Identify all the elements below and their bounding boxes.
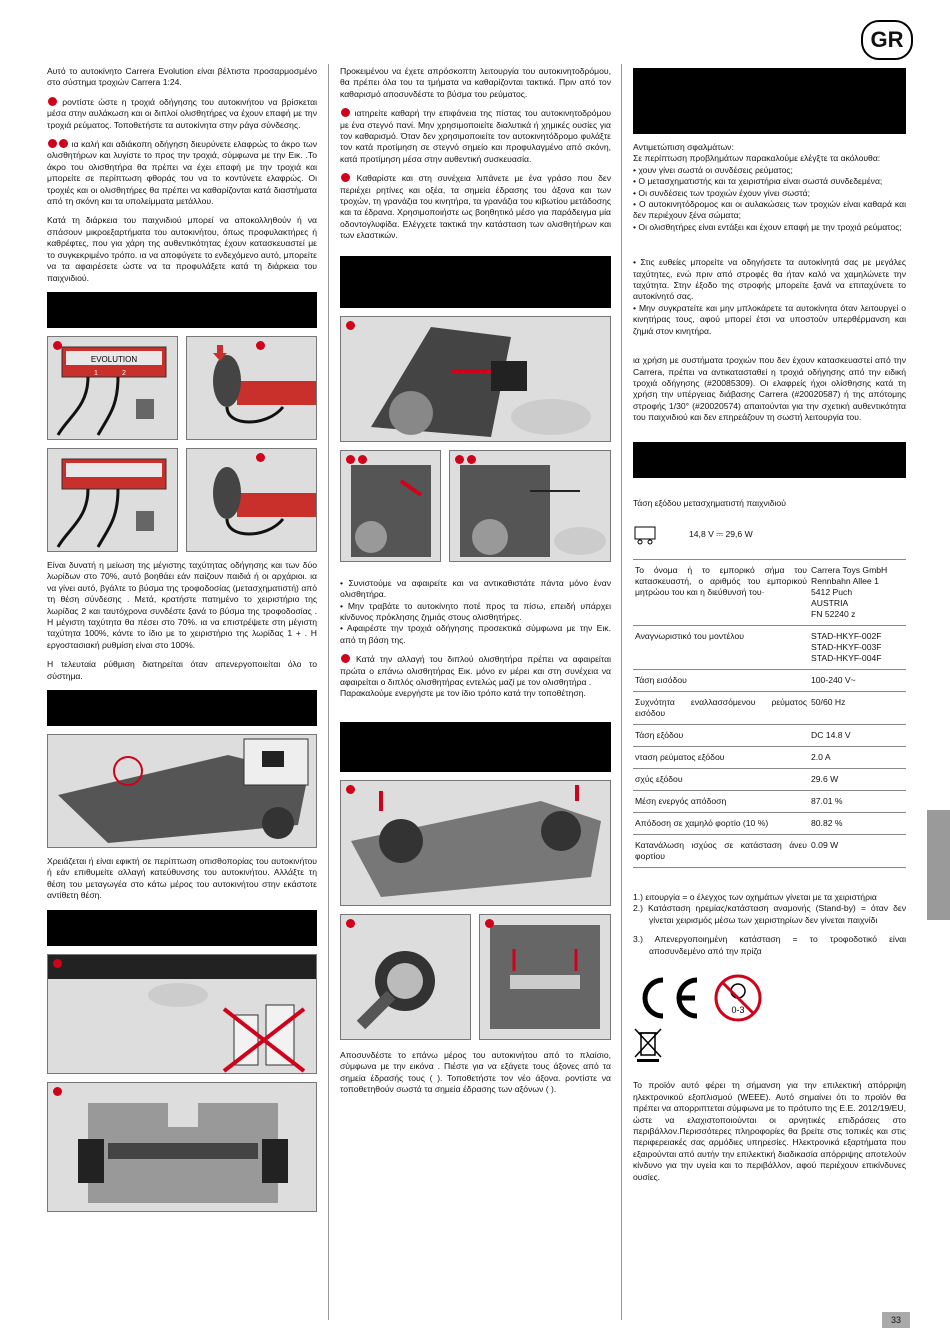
bullet-item: • Μην τραβάτε το αυτοκίνητο ποτέ προς τα πίσω, επειδή υπάρχει κίνδυνος πρόκλησης ζημιάς στους ολισθητήρες. xyxy=(340,600,611,622)
controller-illustration xyxy=(187,449,317,551)
speed-paragraph: Είναι δυνατή η μείωση της μέγιστης ταχύτητας οδήγησης και των δύο λωρίδων στο 70%, αυτό βοηθάει εάν παίζουν παιδιά ή οι αρχάριοι. ια να γίνει αυτό, βγάλτε το βύσμα της τροφοδοσίας (μετασχηματιστή) από τη θέση σύνδεσης . Μετά, κρατήστε πατημένο το χειριστήριο της λωρίδας 2 και ταυτόχρονα συνδέστε ξανά το βύσμα της τροφοδοσίας . Η μέγιστη ταχύτητα θα πέσει στο 70%. ια να επιστρέψετε στη μέγιστη ταχύτητα 100%, κάντε το ίδιο με το χειριστήριο της λωρίδας 1 + . Η εργοστασιακή ρυθμίση είναι στο 100%. xyxy=(47,559,317,650)
marker-icon xyxy=(48,139,57,148)
control-unit-figure xyxy=(47,336,178,440)
mode-note: 3.) Απενεργοποιημένη κατάσταση = το τροφοδοτικό είναι αποσυνδεμένο από την πρίζα xyxy=(633,934,906,956)
marker-icon xyxy=(485,919,494,928)
section-header-bar xyxy=(633,68,906,134)
spec-value: 80.82 % xyxy=(809,812,906,834)
weee-paragraph: Το προϊόν αυτό φέρει τη σήμανση για την επιλεκτική απόρριψη ηλεκτρονικού εξοπλισμού (WEEE). Αυτό σημαίνει ότι το προϊόν θα πρέπει να απορριπτεται σύμφωνα με το πρότυπο της Ε.Ε. 2012/19/EU, ώστε να ελαχιστοποιούνται οι αρνητικές επιδράσεις στο περιβάλλον.Περισσότερες πληροφορίες θα βρείτε στις τοπικές και στις περιφερειακές σας αρμόδιες υπηρεσίες. Ηλεκτρονικά εξαρτήματα που εξαιρούνται από αυτήν την επιλεκτική διαδικασία απόρριψης αποτελούν κίνδυνο για την υγεία και το περιβάλλον, αφού περιέχουν επικίνδυνες ουσίες. xyxy=(633,1080,906,1182)
spec-row xyxy=(633,559,906,625)
checklist-item: • Οι ολισθητήρες είναι εντάξει και έχουν επαφή με την τροχιά ρεύματος; xyxy=(633,221,902,232)
braid-paragraph: ια καλή και αδιάκοπη οδήγηση διευρύνετε ελαφρώς το άκρο των ολισθητήρων και λυγίστε το προς την τροχιά, σύμφωνα με την Εικ. .Το άκρο του ολισθητήρα θα πρέπει να έχει επαφή με την τροχιά και μπορείτε σε περίπτωση φθοράς του να το κοντύνετε ελαφρώς. Οι τροχιές και οι ολισθητήρες θα πρέπει να καθαρίζονται κατά διαστήματα από τη σκόνη και τα υπολείμματα μετάλλου. xyxy=(47,139,318,207)
section-header-bar xyxy=(340,256,611,308)
braid-figure xyxy=(449,450,611,562)
guide-removal-figure xyxy=(340,316,611,442)
marker-icon xyxy=(358,455,367,464)
ce-mark-icon xyxy=(633,975,703,1021)
spec-row xyxy=(633,812,906,834)
marker-icon xyxy=(59,139,68,148)
maintenance-paragraph: Προκειμένου να έχετε απρόσκοπτη λειτουργία του αυτοκινητοδρόμου, θα πρέπει όλα του τα τμήματα να καθαρίζονται τακτικά. Πριν από τον καθαρισμό αποσυνδέστε το βύσμα του ρεύματος. xyxy=(340,66,611,99)
axle-mount-figure xyxy=(479,914,611,1040)
section-header-bar xyxy=(47,690,317,726)
bullet-item: • Συνιστούμε να αφαιρείτε και να αντικαθιστάτε πάντα μόνο έναν ολισθητήρα. xyxy=(340,577,611,600)
marker-icon xyxy=(455,455,464,464)
spec-label: Κατανάλωση ισχύος σε κατάσταση άνευ φορτίου xyxy=(633,834,809,867)
speed-note: Η τελευταία ρύθμιση διατηρείται όταν απενεργοποιείται όλο το σύστημα. xyxy=(47,659,317,681)
spec-label: Συχνότητα εναλλασσόμενου ρεύματος εισόδου xyxy=(633,691,809,724)
marker-icon xyxy=(341,108,350,117)
braid-illustration xyxy=(341,451,441,561)
age-warning-icon xyxy=(713,973,763,1023)
cleaning-illustration xyxy=(48,955,316,1073)
spec-value: Carrera Toys GmbH Rennbahn Allee 1 5412 Puch AUSTRIA FN 52240 z xyxy=(809,559,906,625)
checklist-item: • Οι συνδέσεις των τροχιών έχουν γίνει σωστά; xyxy=(633,187,811,198)
spec-label: Τάση εξόδου xyxy=(633,724,809,746)
marker-icon xyxy=(346,455,355,464)
spec-label: Αναγνωριστικό του μοντέλου xyxy=(633,625,809,669)
marker-icon xyxy=(467,455,476,464)
bullet-item: • Αφαιρέστε την τροχιά οδήγησης προσεκτικά σύμφωνα με την Εικ. από τη βάση της. xyxy=(340,623,611,645)
lane-number: 2 xyxy=(122,369,126,377)
spec-label: Απόδοση σε χαμηλό φορτίο (10 %) xyxy=(633,812,809,834)
car-underside-illustration xyxy=(48,735,316,847)
guide-removal-illustration xyxy=(341,317,610,441)
double-braid-paragraph: Κατά την αλλαγή του διπλού ολισθητήρα πρέπει να αφαιρείται πρώτα ο επάνω ολισθητήρας Εικ. μόνο εν μέρει και στη συνέχεια να αφαιρείται ο διπλός ολισθητήρας εντελώς μαζί με τον ολισθητήρα . xyxy=(340,654,611,687)
spec-row xyxy=(633,691,906,724)
tip-paragraph: • Μην συγκρατείτε και μην μπλοκάρετε τα αυτοκίνητα όταν λειτουργεί ο κινητήρας τους, αφού μπορεί έτσι να υποστούν υπερθέρμανση και ζημιά στον κινητήρα. xyxy=(633,302,906,336)
spec-row xyxy=(633,746,906,768)
spec-row xyxy=(633,790,906,812)
wheel-figure xyxy=(340,914,471,1040)
language-badge: GR xyxy=(861,20,913,60)
marker-icon xyxy=(341,654,350,663)
axle-mount-illustration xyxy=(480,915,611,1039)
weee-bin-icon xyxy=(633,1027,663,1063)
spec-row xyxy=(633,669,906,691)
marker-icon xyxy=(53,1087,62,1096)
marks-row xyxy=(633,973,906,1023)
column-1 xyxy=(47,66,317,1212)
install-note: Παρακαλούμε ενεργήστε με τον ίδιο τρόπο κατά την τοποθέτηση. xyxy=(340,688,586,699)
section-header-bar xyxy=(47,910,317,946)
spec-table xyxy=(633,559,906,867)
control-unit-figure xyxy=(47,448,178,552)
controller-figure xyxy=(186,336,317,440)
lubrication-illustration xyxy=(48,1083,316,1211)
mode-note: 2.) Κατάσταση ηρεμίας/κατάσταση αναμονής (Stand-by) = όταν δεν γίνεται χειρισμός μέσω των χειριστηρίων δεν γίνεται παιχνίδι xyxy=(633,903,906,925)
spec-label: Τάση εισόδου xyxy=(633,669,809,691)
section-header-bar xyxy=(47,292,317,328)
trouble-lead: Σε περίπτωση προβλημάτων παρακαλούμε ελέγξτε τα ακόλουθα: xyxy=(633,153,881,164)
axle-paragraph: Αποσυνδέστε το επάνω μέρος του αυτοκινήτου από το πλαίσιο, σύμφωνα με την εικόνα . Πιέστε για να εξάγετε τους άξονες από τα σημεία έδρασής τους ( ). Τοποθετήστε τον νέο άξονα. ροντίστε να τοποθετηθούν σωστά τα σημεία έδρασης των αξόνων ( ). xyxy=(340,1049,611,1094)
track-care-paragraph: ιατηρείτε καθαρή την επιφάνεια της πίστας του αυτοκινητοδρόμου με ένα στεγνό πανί. Μην χρησιμοποιείτε διαλυτικά ή χημικές ουσίες για τον καθαρισμό. Όταν δεν χρησιμοποιείτε τον αυτοκινητόδρομο φυλάξτε τον κατά προτίμηση σε στεγνό σημείο και προφυλαγμένο από σκόνη, κατά προτίμηση μέσα στην αυθεντική συσκευασία. xyxy=(340,108,611,164)
lane-number: 1 xyxy=(94,369,98,377)
section-header-bar xyxy=(340,722,611,772)
marker-icon xyxy=(346,785,355,794)
axle-figure xyxy=(340,780,611,906)
lubrication-paragraph: Καθαρίστε και στη συνέχεια λιπάνετε με ένα γράσο που δεν περιέχει ρητίνες και οξέα, τα σημεία έδρασης του άξονα και των τροχών, τη γρανάζια του κινητήρα, τα γρανάζια του κιβωτίου μετάδοσης και τα έδρανα. Χρησιμοποιήστε ως βοηθητικό μέσο για παράδειγμα μία οδοντογλυφίδα. Ελέγχετε τακτικά την κατάσταση των ολισθητήρων και των ελαστικών. xyxy=(340,173,611,241)
spec-row xyxy=(633,768,906,790)
intro-paragraph: Αυτό το αυτοκίνητο Carrera Evolution είναι βέλτιστα προσαρμοσμένο στο σύστημα τροχιών Carrera 1:24. xyxy=(47,66,317,88)
marker-icon xyxy=(53,341,62,350)
trouble-intro: Αντιμετώπιση σφαλμάτων: xyxy=(633,142,734,152)
marker-icon xyxy=(53,959,62,968)
voltage-label: Τάση εξόδου μετασχηματιστή παιχνιδιού xyxy=(633,497,786,508)
spec-value: 87.01 % xyxy=(809,790,906,812)
tip-paragraph: • Στις ευθείες μπορείτε να οδηγήσετε τα αυτοκίνητά σας με μεγάλες ταχύτητες, ενώ πριν από στροφές θα ήταν καλό να χαμηλώνετε την ταχύτητα. Στην έξοδο της στροφής μπορείτε ξανά να επιταχύνετε το αυτοκίνητό σας. xyxy=(633,257,906,302)
spec-row xyxy=(633,834,906,867)
spec-value: 50/60 Hz xyxy=(809,691,906,724)
cleaning-figure xyxy=(47,954,317,1074)
voltage-row xyxy=(633,525,906,545)
spec-label: Μέση ενεργός απόδοση xyxy=(633,790,809,812)
marker-icon xyxy=(256,453,265,462)
wheel-illustration xyxy=(341,915,471,1039)
switch-paragraph: Χρειάζεται ή είναι εφικτή σε περίπτωση οπισθοπορίας του αυτοκινήτου ή εάν επιθυμείτε αλλαγή κατεύθυνσης του αυτοκινήτου. Αλλάξτε τη θέση του μεταγωγέα στο κάτω μέρος του αυτοκινήτου στην εκάστοτε αντίθετη θέση. xyxy=(47,855,317,901)
control-unit-illustration xyxy=(48,337,178,439)
page-number: 33 xyxy=(882,1312,910,1328)
spec-row xyxy=(633,724,906,746)
controller-figure xyxy=(186,448,317,552)
column-2 xyxy=(340,66,611,1103)
control-unit-illustration xyxy=(48,449,178,551)
marker-icon xyxy=(48,97,57,106)
checklist-item: • χουν γίνει σωστά οι συνδέσεις ρεύματος; xyxy=(633,164,793,175)
lubrication-figure xyxy=(47,1082,317,1212)
spec-row xyxy=(633,625,906,669)
column-divider xyxy=(621,64,622,1320)
spec-label: σχύς εξόδου xyxy=(633,768,809,790)
spec-value: DC 14.8 V xyxy=(809,724,906,746)
unit-brand: EVOLUTION xyxy=(90,354,138,364)
checklist-item: • Ο αυτοκινητόδρομος και οι αυλακώσεις των τροχιών είναι καθαρά και δεν περιέχουν ξένα σώματα; xyxy=(633,199,906,221)
spec-value: 100-240 V~ xyxy=(809,669,906,691)
column-divider xyxy=(328,64,329,1320)
controller-illustration xyxy=(187,337,317,439)
age-label: 0-3 xyxy=(731,1004,745,1015)
spec-label: νταση ρεύματος εξόδου xyxy=(633,746,809,768)
marker-icon xyxy=(346,321,355,330)
spec-value: 29.6 W xyxy=(809,768,906,790)
column-3 xyxy=(633,66,906,1191)
checklist-item: • Ο μετασχηματιστής και τα χειριστήρια είναι σωστά συνδεδεμένα; xyxy=(633,176,883,187)
track-compat-paragraph: ια χρήση με συστήματα τροχιών που δεν έχουν κατασκευαστεί από την Carrera, πρέπει να αντικατασταθεί η τροχιά οδήγησης από την ειδική τροχιά οδήγησης (#20085309). Οι ελαφρείς ήχοι ολίσθησης κατά τη χρήση την υπέργειας διάβασης Carrera (#20020587) ή της απότομης στροφής 1/30° (#20020574) απαιτούνται για την σχετική αυθεντικότητα του παιχνιδιού και δεν επηρεάζουν τη σωστή λειτουργία του. xyxy=(633,355,906,423)
spec-label: Το όνομα ή το εμπορικό σήμα του κατασκευαστή, ο αριθμός του εμπορικού μητρώου του και η διεύθυνσή του· xyxy=(633,559,809,625)
marker-icon xyxy=(346,919,355,928)
parts-paragraph: Κατά τη διάρκεια του παιχνιδιού μπορεί να αποκολληθούν ή να σπάσουν μικροεξαρτήματα του αυτοκινήτου, όπως προφυλακτήρες ή καθρέφτες, που για χάρη της αυθεντικότητας έχουν κατασκευαστεί με το συγκεκριμένο τρόπο. ια να αποφύγετε το ενδεχόμενο αυτό, μπορείτε να τα αφαιρέσετε ώστε να τα προφυλάξετε κατά τη διάρκεια του παιχνιδιού. xyxy=(47,215,317,283)
voltage-value: 14,8 V ⎓ 29,6 W xyxy=(689,529,753,540)
section-header-bar xyxy=(633,442,906,478)
braid-illustration xyxy=(450,451,611,561)
braid-figure xyxy=(340,450,441,562)
guide-paragraph: ροντίστε ώστε η τροχιά οδήγησης του αυτοκινήτου να βρίσκεται μέσα στην αυλάκωση και οι διπλοί ολισθητήρες να έχουν επαφή με την τροχιά ρεύματος. Τοποθετήστε τα αυτοκίνητα στην ράγα σύνδεσης. xyxy=(47,96,317,130)
spec-value: 2.0 A xyxy=(809,746,906,768)
marker-icon xyxy=(341,173,350,182)
transformer-icon xyxy=(633,525,659,545)
spec-value: STAD-HKYF-002F STAD-HKYF-003F STAD-HKYF-004F xyxy=(809,625,906,669)
marker-icon xyxy=(256,341,265,350)
car-underside-figure xyxy=(47,734,317,848)
side-tab xyxy=(927,810,950,920)
axle-illustration xyxy=(341,781,610,905)
spec-value: 0.09 W xyxy=(809,834,906,867)
mode-note: 1.) ειτουργία = ο έλεγχος των οχημάτων γίνεται με τα χειριστήρια xyxy=(633,891,877,902)
